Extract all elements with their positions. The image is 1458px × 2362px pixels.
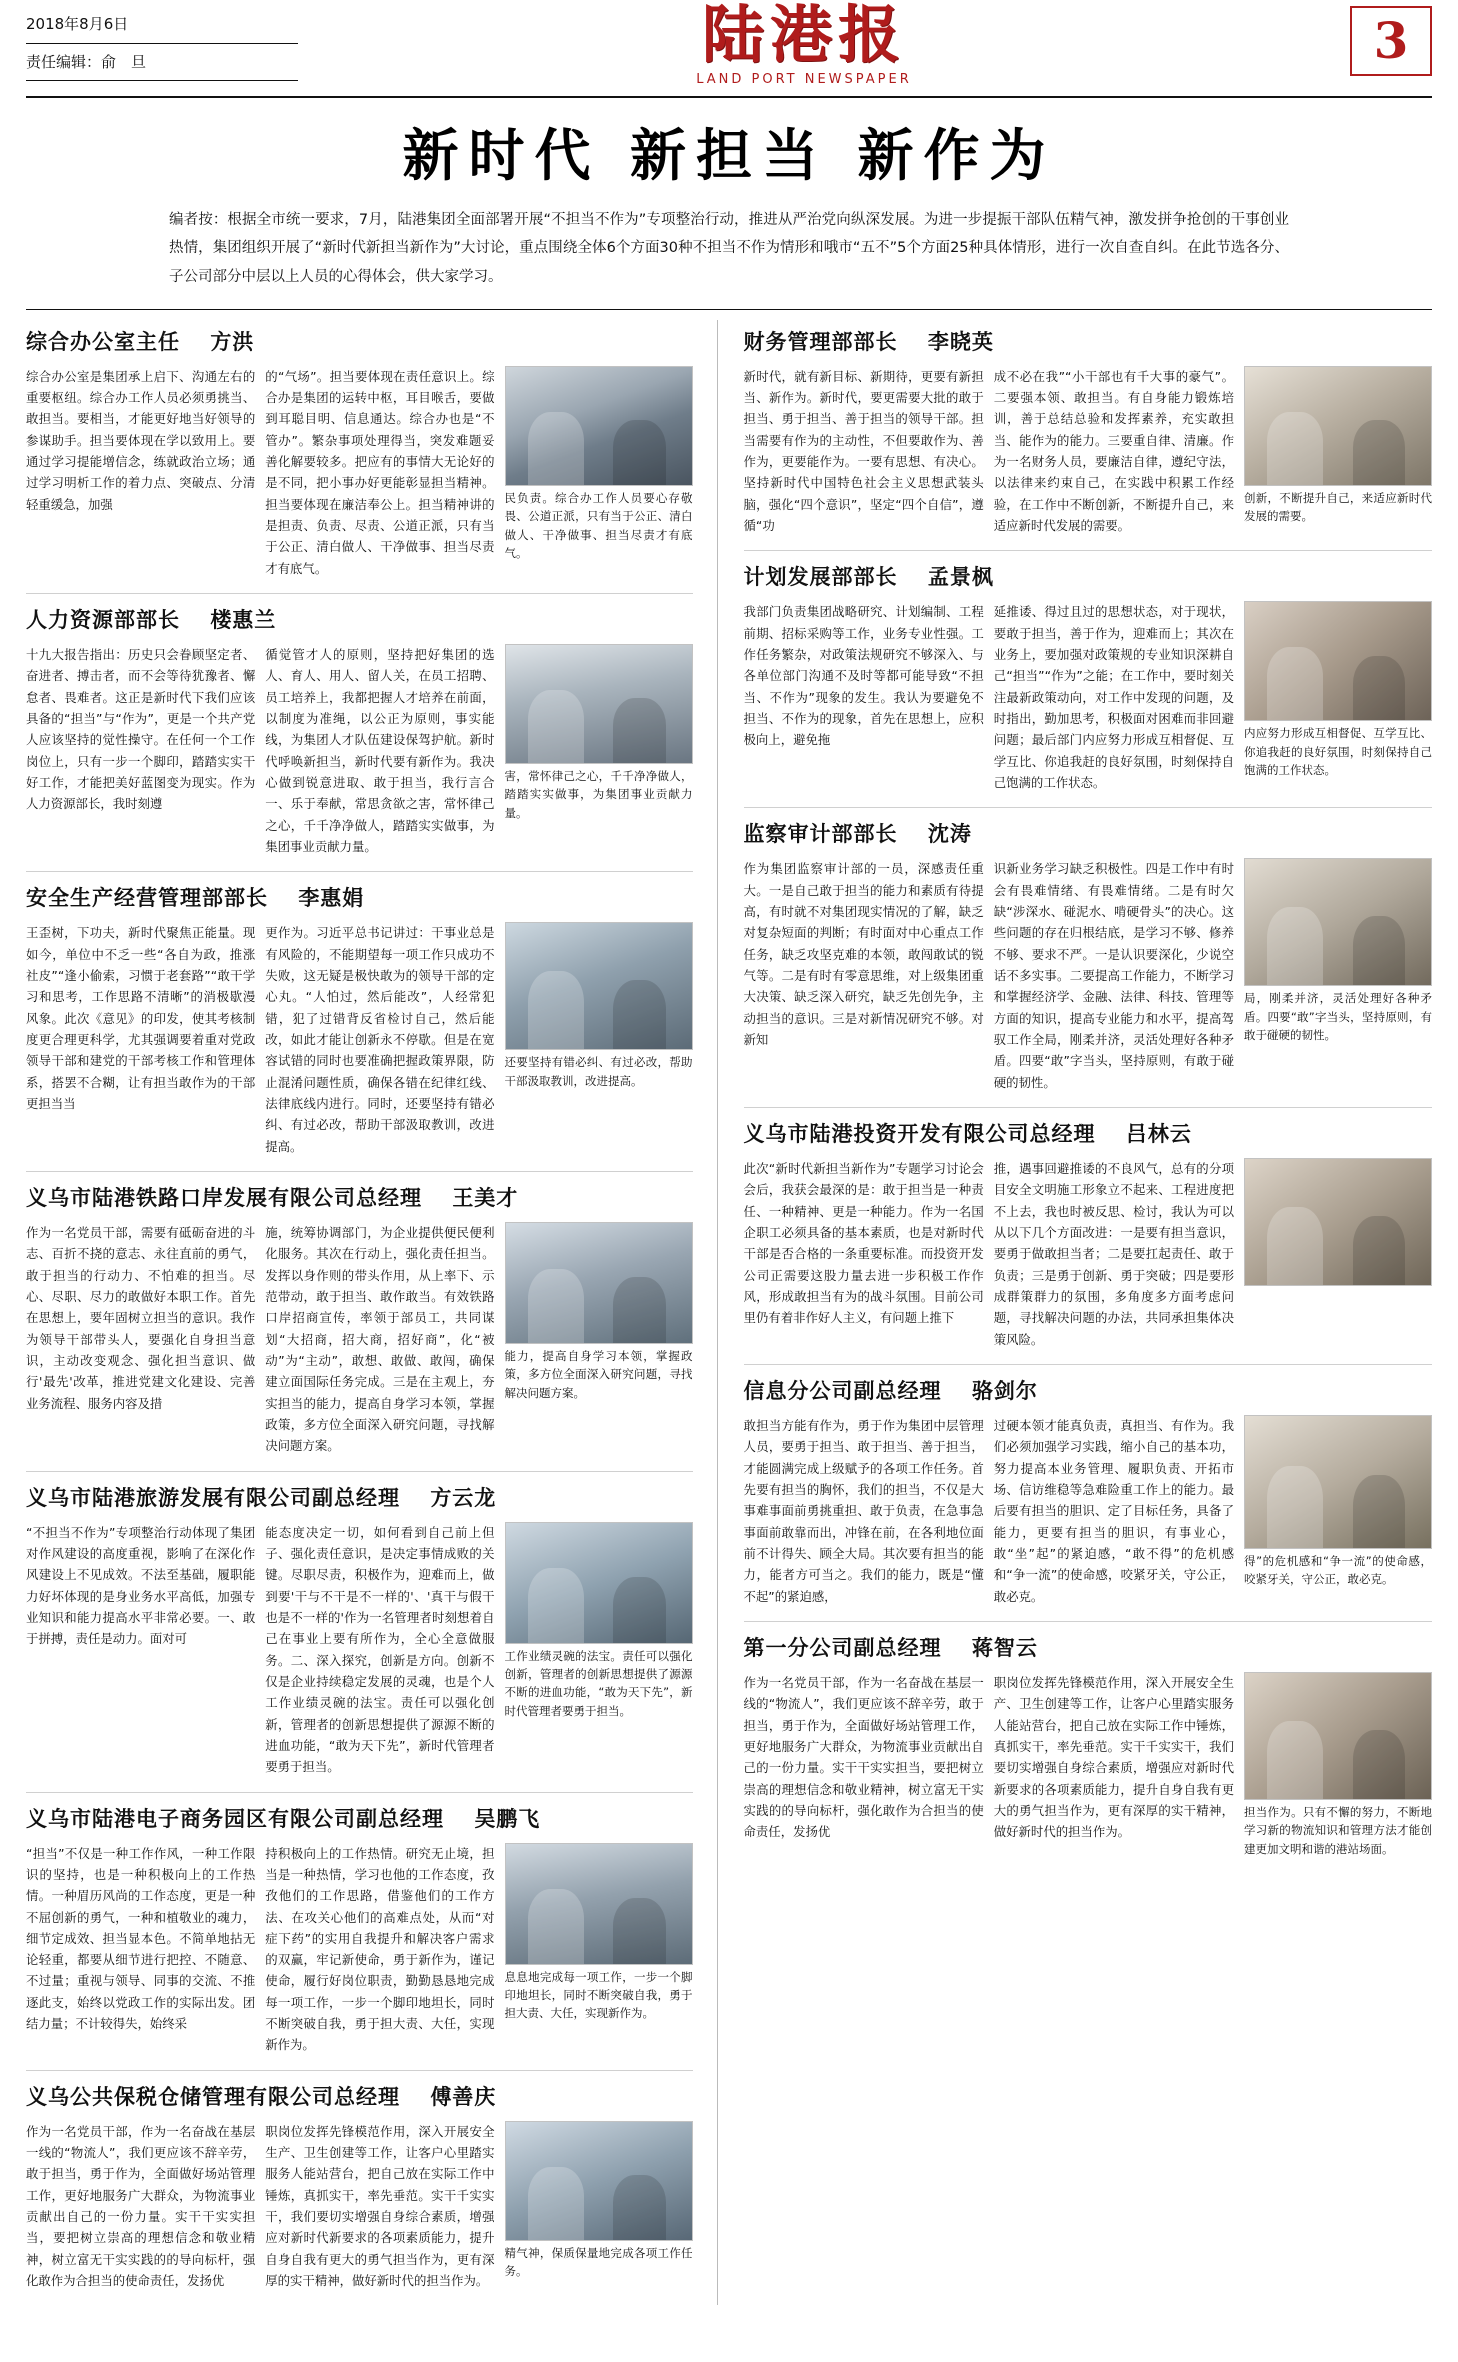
- photo-caption: 精气神，保质保量地完成各项工作任务。: [504, 2245, 693, 2279]
- article-author: 吴鹏飞: [474, 1805, 541, 1831]
- article-title: 监察审计部部长: [743, 821, 898, 847]
- photo-inner: [1245, 859, 1431, 985]
- photo-inner: [506, 1844, 692, 1964]
- article-heading: [744, 1375, 1432, 1405]
- article-separator: [744, 1107, 1432, 1108]
- photo-inner: [506, 367, 692, 485]
- article-heading: [26, 1482, 693, 1512]
- masthead-divider-2: [26, 80, 298, 81]
- article-heading: [744, 561, 1432, 591]
- article-photo: [1244, 1158, 1432, 1286]
- masthead-divider: [26, 43, 298, 44]
- article-photo: [1244, 601, 1432, 721]
- article-gonggong-baoshui: [26, 2081, 693, 2292]
- article-author: 骆剑尔: [971, 1377, 1038, 1403]
- article-heading: [744, 1118, 1432, 1148]
- article-text-left: “担当”不仅是一种工作作风，一种工作限识的坚持，也是一种积极向上的工作热情。一种眉历风尚的工作态度，更是一种不屈创新的勇气，一种和植敬业的魂力，细节定成效、担当显本色。不简单地拈无论轻重，都要从细节进行把控、不随意、不过量；重视与领导、同事的交流、不推逐此支，始终以党政工作的实际出发。团结力量；不计较得失，始终采: [26, 1845, 256, 2032]
- masthead-left: [26, 0, 326, 85]
- article-body: [26, 2121, 693, 2292]
- photo-inner: [506, 923, 692, 1049]
- article-lvyou-fazhan: [26, 1482, 693, 1778]
- article-title: 义乌市陆港铁路口岸发展有限公司总经理: [26, 1184, 422, 1210]
- article-title: 综合办公室主任: [26, 328, 180, 354]
- article-text-left: 作为一名党员干部，需要有砥砺奋进的斗志、百折不挠的意志、永往直前的勇气，敢于担当的行动力、不怕难的担当。尽心、尽职、尽力的敢做好本职工作。首先在思想上，要年固树立担当的意识。我作为领导干部带头人，要强化自身担当意识，主动改变观念、强化担当意识、做行'最先'改革，推进党建文化建设、完善业务流程、服务内容及措: [26, 1224, 256, 1411]
- column-right: [744, 320, 1432, 2306]
- top-rule: [26, 309, 1432, 310]
- article-text-left: “不担当不作为”专项整治行动体现了集团对作风建设的高度重视，影响了在深化作风建设上不见成效。不法至基础，履职能力好坏体现的是身业务水平高低，加强专业知识和能力提高水平非常必要。一、敢于拼搏，责任是动力。面对可: [26, 1524, 256, 1647]
- article-author: 蒋智云: [971, 1634, 1038, 1660]
- article-photo: [505, 366, 693, 486]
- article-body: [26, 644, 693, 857]
- article-text-left: 新时代，就有新目标、新期待，更要有新担当、新作为。新时代，要更需要大批的敢于担当、勇于担当、善于担当的领导干部。担当需要有作为的主动性，不但要敢作为、善作为，更要能作为。一要有思想、有决心。坚持新时代中国特色社会主义思想武装头脑，强化“四个意识”，坚定“四个自信”，遵循“功: [743, 368, 984, 534]
- article-xinxi-fengongsi: [744, 1375, 1432, 1607]
- article-zonghe-bangongshi: [26, 326, 693, 579]
- article-text-left: 综合办公室是集团承上启下、沟通左右的重要枢纽。综合办工作人员必须勇挑当、敢担当。要相当，才能更好地当好领导的参谋助手。担当要体现在学以致用上。要通过学习提能增信念，练就政治立场；通过学习明析工作的着力点、突破点、分清轻重缓急，加强: [26, 368, 256, 512]
- article-text-right: 识新业务学习缺乏积极性。四是工作中有时会有畏难情绪、有畏难情绪。二是有时欠缺“涉深水、碰泥水、啃硬骨头”的决心。这些问题的存在归根结底，是学习不够、修养不够、要求不严。一是认识要深化，少说空话不多实事。二要提高工作能力，不断学习和掌握经济学、金融、法律、科技、管理等方面的知识，提高专业能力和水平，提高驾驭工作全局，刚柔并济，灵活处理好各种矛盾。四要“敢”字当头，坚持原则，有敢于碰硬的韧性。: [993, 861, 1234, 1090]
- article-luGang-touzi: [744, 1118, 1432, 1350]
- photo-caption: 能力，提高自身学习本领，掌握政策，多方位全面深入研究问题，寻找解决问题方案。: [504, 1348, 693, 1400]
- editor-label: 责任编辑：: [26, 52, 102, 71]
- article-author: 楼惠兰: [210, 607, 277, 633]
- article-photo: [505, 644, 693, 764]
- article-author: 方洪: [210, 328, 255, 354]
- article-title: 人力资源部部长: [26, 607, 180, 633]
- masthead-right: [1282, 0, 1432, 76]
- article-text-right: 延推诿、得过且过的思想状态，对于现状，要敢于担当，善于作为，迎难而上；其次在业务上，要加强对政策规的专业知识深耕自己“担当”“作为”之能；在工作中，要时刻关注最新政策动向，对工作中发现的问题，及时指出，勤加思考，积极面对困难而非回避问题；最后部门内应努力形成互相督促、互学互比、你追我赶的良好氛围，时刻保持自己饱满的工作状态。: [993, 604, 1234, 791]
- article-jihua-fazhan: [744, 561, 1432, 793]
- article-photo: [505, 1522, 693, 1644]
- photo-caption: 民负责。综合办工作人员要心存敬畏、公道正派，只有当于公正、清白做人、干净做事、担当尽责才有底气。: [504, 490, 693, 560]
- article-heading: [26, 1803, 693, 1833]
- article-text-left: 十九大报告指出：历史只会眷顾坚定者、奋进者、搏击者，而不会等待犹豫者、懈怠者、畏难者。这正是新时代下我们应该具备的“担当”与“作为”，更是一个共产党人应该坚持的觉性操守。在任何一个工作岗位上，只有一步一个脚印，踏踏实实干好工作，才能把美好蓝图变为现实。作为人力资源部长，我时刻遵: [26, 647, 256, 812]
- publication-title: 陆港报: [701, 0, 906, 71]
- article-author: 方云龙: [430, 1484, 497, 1510]
- photo-caption: 工作业绩灵碗的法宝。责任可以强化创新，管理者的创新思想提供了源源不断的进血功能，“敢为天下先”，新时代管理者要勇于担当。: [504, 1648, 693, 1718]
- article-title: 第一分公司副总经理: [743, 1634, 942, 1660]
- article-text-right: 持积极向上的工作热情。研究无止境，担当是一种热情，学习也他的工作态度，孜孜他们的工作思路，借鉴他们的工作方法、在攻关心他们的高难点处，从而“对症下药”的实用自我提升和解决客户需求的双赢，牢记新使命，勇于新作为，谨记使命，履行好岗位职责，勤勤恳恳地完成每一项工作，一步一个脚印地坦长，同时不断突破自我，勇于担大责、大任，实现新作为。: [265, 1845, 495, 2053]
- article-separator: [744, 1364, 1432, 1365]
- article-text-right: 循觉管才人的原则，坚持把好集团的选人、育人、用人、留人关，在员工招聘、员工培养上，我都把握人才培养在前面，以制度为准绳，以公正为原则，事实能线，为集团人才队伍建设保驾护航。新时代呼唤新担当，新时代要有新作为。我决心做到锐意进取、敢于担当，我行言合一、乐于奉献，常思贪欲之害，常怀律己之心，千千净净做人，踏踏实实做事，为集团事业贡献力量。: [265, 647, 495, 855]
- article-author: 李晓英: [927, 328, 994, 354]
- photo-caption: 内应努力形成互相督促、互学互比、你追我赶的良好氛围，时刻保持自己饱满的工作状态。: [1244, 726, 1432, 778]
- article-heading: [744, 326, 1432, 356]
- article-body: [744, 858, 1432, 1093]
- editor-name: 俞 旦: [101, 52, 147, 71]
- article-text-right: 职岗位发挥先锋模范作用，深入开展安全生产、卫生创建等工作，让客户心里踏实服务人能站营台，把自己放在实际工作中锤炼，真抓实干，率先垂范。实干千实实干，我们要切实增强自身综合素质，增强应对新时代新要求的各项素质能力，提升自身自我有更大的勇气担当作为，更有深厚的实干精神，做好新时代的担当作为。: [265, 2123, 495, 2289]
- article-heading: [26, 326, 693, 356]
- article-text-left: 作为一名党员干部，作为一名奋战在基层一线的“物流人”，我们更应该不辞辛劳，敢于担当，勇于作为，全面做好场站管理工作，更好地服务广大群众，为物流事业贡献出自己的一份力量。实干干实实担当，要把树立崇高的理想信念和敬业精神，树立富无干实实践的的导向标杆，强化敢作为合担当的使命责任，发扬优: [26, 2123, 256, 2289]
- photo-inner: [1245, 1159, 1431, 1285]
- column-left: [26, 320, 718, 2306]
- article-heading: [26, 2081, 693, 2111]
- article-text-left: 作为集团监察审计部的一员，深感责任重大。一是自己敢于担当的能力和素质有待提高，有时就不对集团现实情况的了解，缺乏对复杂短面的判断；有时面对中心重点工作任务，缺乏攻坚克难的本领，敢闯敢试的锐气等。二是有时有零意思维，对上级集团重大决策、缺乏深入研究，缺乏先创先争，主动担当的意识。三是对新情况研究不够。对新知: [743, 861, 984, 1047]
- photo-caption: 息息地完成每一项工作，一步一个脚印地坦长，同时不断突破自我，勇于担大责、大任，实现新作为。: [504, 1969, 693, 2021]
- photo-inner: [1245, 1416, 1431, 1548]
- article-body: [26, 1843, 693, 2056]
- article-text-right: 职岗位发挥先锋模范作用，深入开展安全生产、卫生创建等工作，让客户心里踏实服务人能站营台，把自己放在实际工作中锤炼，真抓实干，率先垂范。实干千实实干，我们要切实增强自身综合素质，增强应对新时代新要求的各项素质能力，提升自身自我有更大的勇气担当作为，更有深厚的实干精神，做好新时代的担当作为。: [993, 1674, 1234, 1840]
- publication-date-row: [26, 10, 326, 39]
- article-diyi-fengongsi: [744, 1632, 1432, 1858]
- article-photo: [505, 2121, 693, 2241]
- article-text-left: 敢担当方能有作为，勇于作为集团中层管理人员，要勇于担当、敢于担当、善于担当，才能圆满完成上级赋予的各项工作任务。首先要有担当的胸怀，我们的担当，不仅是大事难事面前勇挑重担、敢于负责，在急事急事面前敢靠而出，冲锋在前，在各利地位面前不计得失、顾全大局。其次要有担当的能力，能者方可当之。我们的能力，既是“懂不起”的紧迫感，: [743, 1417, 984, 1604]
- article-photo: [505, 1843, 693, 1965]
- article-heading: [26, 882, 693, 912]
- masthead-rule: [26, 96, 1432, 98]
- article-body: [744, 366, 1432, 537]
- article-body: [744, 1672, 1432, 1858]
- photo-inner: [506, 1223, 692, 1343]
- article-text-right: 成不必在我”“小干部也有千大事的豪气”。二要强本领、敢担当。有自身能力锻炼培训，善于总结总验和发挥素养，充实敢担当、能作为的能力。三要重自律、清廉。作为一名财务人员，要廉洁自律，遵纪守法，以法律来约束自己，在实践中积累工作经验，在工作中不断创新，不断提升自己，来适应新时代发展的需要。: [993, 368, 1234, 534]
- article-heading: [744, 1632, 1432, 1662]
- article-dianzi-shangwu: [26, 1803, 693, 2056]
- photo-inner: [1245, 367, 1431, 485]
- article-heading: [26, 1182, 693, 1212]
- photo-inner: [506, 2122, 692, 2240]
- article-heading: [744, 818, 1432, 848]
- article-separator: [26, 1792, 693, 1793]
- article-separator: [26, 593, 693, 594]
- article-author: 李惠娟: [298, 885, 365, 911]
- article-title: 义乌公共保税仓储管理有限公司总经理: [26, 2083, 400, 2109]
- masthead: [26, 0, 1432, 96]
- article-separator: [26, 2070, 693, 2071]
- article-body: [744, 1415, 1432, 1607]
- photo-inner: [506, 1523, 692, 1643]
- article-text-right: 过硬本领才能真负责，真担当、有作为。我们必须加强学习实践，缩小自己的基本功，努力提高本业务管理、履职负责、开拓市场、信访维稳等急难险重工作上的能力。最后要有担当的胆识、定了目标任务，具备了能力，更要有担当的胆识，有事业心，敢“坐”起”的紧迫感，“敢不得”的危机感和“争一流”的使命感，咬紧牙关，守公正，敢必克。: [993, 1417, 1234, 1604]
- photo-caption: 创新，不断提升自己，来适应新时代发展的需要。: [1244, 490, 1432, 524]
- article-body: [26, 922, 693, 1157]
- article-renli-ziyuan: [26, 604, 693, 857]
- editor-note: 编者按：根据全市统一要求，7月，陆港集团全面部署开展“不担当不作为”专项整治行动，推进从严治党向纵深发展。为进一步提振干部队伍精气神，激发拼争抢创的干事创业热情，集团组织开展了“新时代新担当新作为”大讨论，重点围绕全体6个方面30种不担当不作为情形和哦市“五不”5个方面25种具体情形，进行一次自查自纠。在此节选各分、子公司部分中层以上人员的心得体会，供大家学习。: [169, 212, 1289, 285]
- article-text-right: 施，统筹协调部门，为企业提供便民便利化服务。其次在行动上，强化责任担当。发挥以身作则的带头作用，从上率下、示范带动，敢于担当、敢作敢当。有效铁路口岸招商宣传，率领于部员工，共同谋划“大招商，招大商，招好商”，化“被动”为“主动”，敢想、敢做、敢闯，确保建立面国际任务完成。三是在主观上，夯实担当的能力，提高自身学习本领，掌握政策，多方位全面深入研究问题，寻找解决问题方案。: [265, 1224, 495, 1454]
- photo-caption: 害，常怀律己之心，千千净净做人，踏踏实实做事，为集团事业贡献力量。: [504, 769, 693, 820]
- photo-caption: 局，刚柔并济，灵活处理好各种矛盾。四要“敢”字当头，坚持原则，有敢于碰硬的韧性。: [1244, 991, 1432, 1043]
- article-body: [26, 1222, 693, 1457]
- article-title: 财务管理部部长: [743, 328, 898, 354]
- photo-caption: 得”的危机感和“争一流”的使命感，咬紧牙关，守公正，敢必克。: [1244, 1553, 1432, 1587]
- article-text-right: 更作为。习近平总书记讲过：干事业总是有风险的，不能期望每一项工作只成功不失败，这无疑是极快敢为的领导干部的定心丸。“人怕过，然后能改”，人经常犯错，犯了过错背反省检讨自己，然后能改，如此才能让创新永不停歇。但是在宽容试错的同时也要准确把握政策界限，防止混淆问题性质，确保各错在纪律红线、法律底线内进行。同时，还要坚持有错必纠、有过必改，帮助干部汲取教训，改进提高。: [265, 925, 495, 1154]
- article-text-left: 作为一名党员干部，作为一名奋战在基层一线的“物流人”，我们更应该不辞辛劳，敢于担当，勇于作为，全面做好场站管理工作，更好地服务广大群众，为物流事业贡献出自己的一份力量。实干干实实担当，要把树立崇高的理想信念和敬业精神，树立富无干实实践的的导向标杆，强化敢作为合担当的使命责任，发扬优: [743, 1674, 984, 1840]
- article-text-right: 能态度决定一切，如何看到自己前上但子、强化责任意识，是决定事情成败的关键。尽职尽责，积极作为，迎难而上，做到要'干与不干是不一样的'、'真干与假干也是不一样的'作为一名管理者时刻想着自己在事业上要有所作为，全心全意做服务。二、深入探究，创新是方向。创新不仅是企业持续稳定发展的灵魂，也是个人工作业绩灵碗的法宝。责任可以强化创新，管理者的创新思想提供了源源不断的进血功能，“敢为天下先”，新时代管理者要勇于担当。: [265, 1524, 495, 1775]
- article-separator: [26, 871, 693, 872]
- body-columns: [26, 320, 1432, 2306]
- article-photo: [1244, 366, 1432, 486]
- article-body: [26, 366, 693, 579]
- article-author: 吕林云: [1125, 1120, 1192, 1146]
- publication-date: 2018年8月6日: [26, 15, 129, 33]
- article-author: 傅善庆: [430, 2083, 497, 2109]
- article-text-right: 推，遇事回避推诿的不良风气，总有的分项目安全文明施工形象立不起来、工程进度把不上去，我也时被反思、检讨，我认为可以从以下几个方面改进：一是要有担当意识，要勇于做敢担当者；二是要扛起责任、敢于负责；三是勇于创新、勇于突破；四是要形成群策群力的氛围，多角度多方面考虑问题，寻找解决问题的办法，共同承担集体决策风险。: [993, 1160, 1234, 1347]
- article-text-left: 此次“新时代新担当新作为”专题学习讨论会会后，我获会最深的是：敢于担当是一种责任、一种精神、更是一种能力。作为一名国企职工必须具备的基本素质，也是对新时代干部是否合格的一条重要标准。而投资开发公司正需要这股力量去进一步积极工作作风，形成敢担当有为的战斗氛围。目前公司里仍有着非作好人主义，有问题上推下: [743, 1160, 984, 1326]
- article-photo: [1244, 858, 1432, 986]
- article-title: 义乌市陆港旅游发展有限公司副总经理: [26, 1484, 400, 1510]
- page-title: 新时代 新担当 新作为: [402, 123, 1056, 189]
- article-photo: [505, 1222, 693, 1344]
- article-photo: [505, 922, 693, 1050]
- article-separator: [26, 1171, 693, 1172]
- article-author: 孟景枫: [927, 564, 994, 590]
- article-tielu-kouan: [26, 1182, 693, 1457]
- article-anquan-shengchan: [26, 882, 693, 1157]
- article-separator: [744, 1621, 1432, 1622]
- article-caiwu-guanli: [744, 326, 1432, 537]
- photo-caption: 担当作为。只有不懈的努力，不断地学习新的物流知识和管理方法才能创建更加文明和谐的港站场面。: [1244, 1804, 1432, 1856]
- article-photo: [1244, 1672, 1432, 1800]
- article-title: 安全生产经营管理部部长: [26, 885, 268, 911]
- article-title: 信息分公司副总经理: [743, 1377, 942, 1403]
- article-title: 义乌市陆港投资开发有限公司总经理: [743, 1120, 1096, 1146]
- article-text-left: 我部门负责集团战略研究、计划编制、工程前期、招标采购等工作，业务专业性强。工作任务繁杂，对政策法规研究不够深入、与各单位部门沟通不及时等都可能导致“不担当、不作为”现象的发生。我认为要避免不担当、不作为的现象，首先在思想上，应积极向上，避免拖: [743, 604, 984, 748]
- photo-inner: [1245, 1673, 1431, 1799]
- photo-inner: [506, 645, 692, 763]
- article-separator: [744, 807, 1432, 808]
- article-photo: [1244, 1415, 1432, 1549]
- article-title: 计划发展部部长: [743, 564, 898, 590]
- editor-row: [26, 48, 326, 77]
- photo-inner: [1245, 602, 1431, 720]
- article-text-right: 的“气场”。担当要体现在责任意识上。综合办是集团的运转中枢，耳目喉舌，要做到耳聪目明、信息通达。综合办也是“不管办”。繁杂事项处理得当，突发难题妥善化解要较多。把应有的事情大无论好的是不同，把小事办好更能彰显担当精神。担当要体现在廉洁奉公上。担当精神讲的是担责、负责、尽责、公道正派，只有当于公正、清白做人、干净做事、担当尽责才有底气。: [265, 368, 495, 576]
- article-title: 义乌市陆港电子商务园区有限公司副总经理: [26, 1805, 444, 1831]
- article-separator: [26, 1471, 693, 1472]
- masthead-center: [326, 0, 1282, 87]
- article-text-left: 王歪树，下功夫，新时代聚焦正能量。现如今，单位中不乏一些“各自为政，推涨社皮”“逢小偷索，习惯于老套路”“敢干学习和思考，工作思路不清晰”的消极歇漫风象。此次《意见》的印发，使其考核制度更合理更科学，尤其强调要着重对党政领导干部和建党的干部考核工作和管理体系，搭罢不合糊，让有担当敢作为的干部更担当当: [26, 925, 256, 1111]
- publication-subtitle: LAND PORT NEWSPAPER: [696, 72, 912, 87]
- photo-caption: 还要坚持有错必纠、有过必改，帮助干部汲取教训，改进提高。: [504, 1055, 693, 1088]
- article-jiancha-shenji: [744, 818, 1432, 1093]
- article-body: [744, 1158, 1432, 1350]
- article-author: 沈涛: [927, 821, 972, 847]
- article-body: [26, 1522, 693, 1778]
- article-separator: [744, 550, 1432, 551]
- article-heading: [26, 604, 693, 634]
- article-body: [744, 601, 1432, 793]
- article-author: 王美才: [452, 1184, 519, 1210]
- page-number-badge: 3: [1350, 6, 1432, 76]
